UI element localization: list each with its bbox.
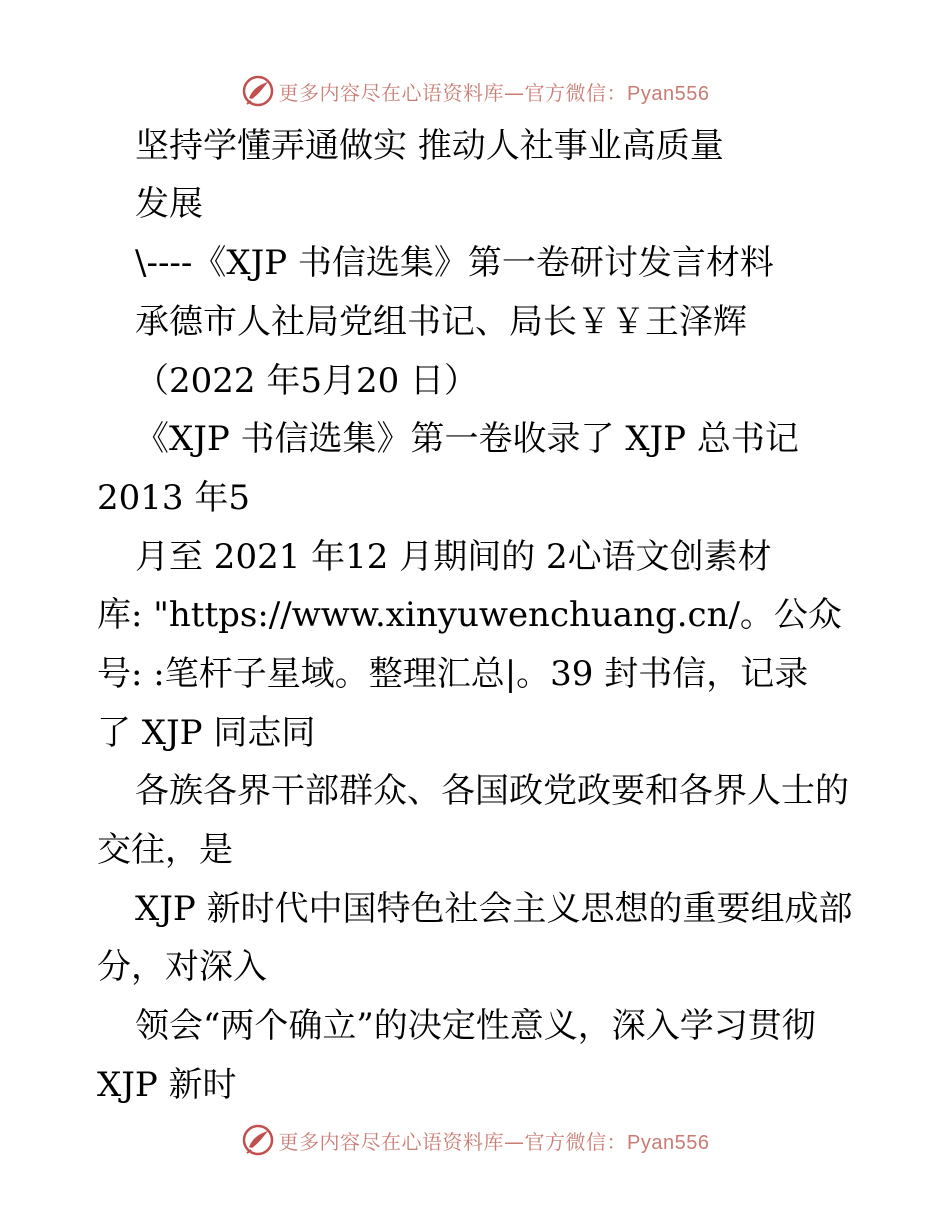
doc-paragraph-line: XJP 新时: [97, 1065, 237, 1105]
footer-watermark-label: 更多内容尽在心语资料库—官方微信：: [278, 1129, 628, 1154]
doc-title-line-2: 发展: [135, 184, 203, 224]
doc-author: 承德市人社局党组书记、局长￥￥王泽辉: [135, 302, 747, 342]
header-watermark-account: Pyan556: [627, 82, 710, 105]
doc-paragraph-line: 交往，是: [97, 830, 233, 870]
header-watermark-label: 更多内容尽在心语资料库—官方微信：: [278, 80, 628, 105]
doc-paragraph-line: 库: "https://www.xinyuwenchuang.cn/。公众: [97, 595, 842, 635]
doc-paragraph-line: 月至 2021 年12 月期间的 2心语文创素材: [135, 537, 772, 577]
doc-paragraph-line: 领会“两个确立”的决定性意义，深入学习贯彻: [135, 1006, 816, 1046]
doc-paragraph-line: 各族各界干部群众、各国政党政要和各界人士的: [135, 771, 849, 811]
doc-paragraph-line: 2013 年5: [97, 478, 250, 518]
doc-date: （2022 年5月20 日）: [135, 361, 479, 401]
footer-watermark-account: Pyan556: [627, 1131, 710, 1154]
footer-watermark-banner: [0, 1118, 950, 1162]
doc-paragraph-line: 分，对深入: [97, 947, 267, 987]
doc-paragraph-line: XJP 新时代中国特色社会主义思想的重要组成部: [135, 889, 853, 929]
doc-title-line-1: 坚持学懂弄通做实 推动人社事业高质量: [135, 126, 724, 166]
doc-paragraph-line: 号: :笔杆子星域。整理汇总|。39 封书信，记录: [97, 654, 809, 694]
doc-paragraph-line: 了 XJP 同志同: [97, 713, 316, 753]
doc-paragraph-line: 《XJP 书信选集》第一卷收录了 XJP 总书记: [135, 419, 799, 459]
doc-subtitle: \----《XJP 书信选集》第一卷研讨发言材料: [135, 243, 774, 283]
pen-logo-icon: [241, 1123, 275, 1157]
footer-watermark-text: [279, 1126, 710, 1155]
